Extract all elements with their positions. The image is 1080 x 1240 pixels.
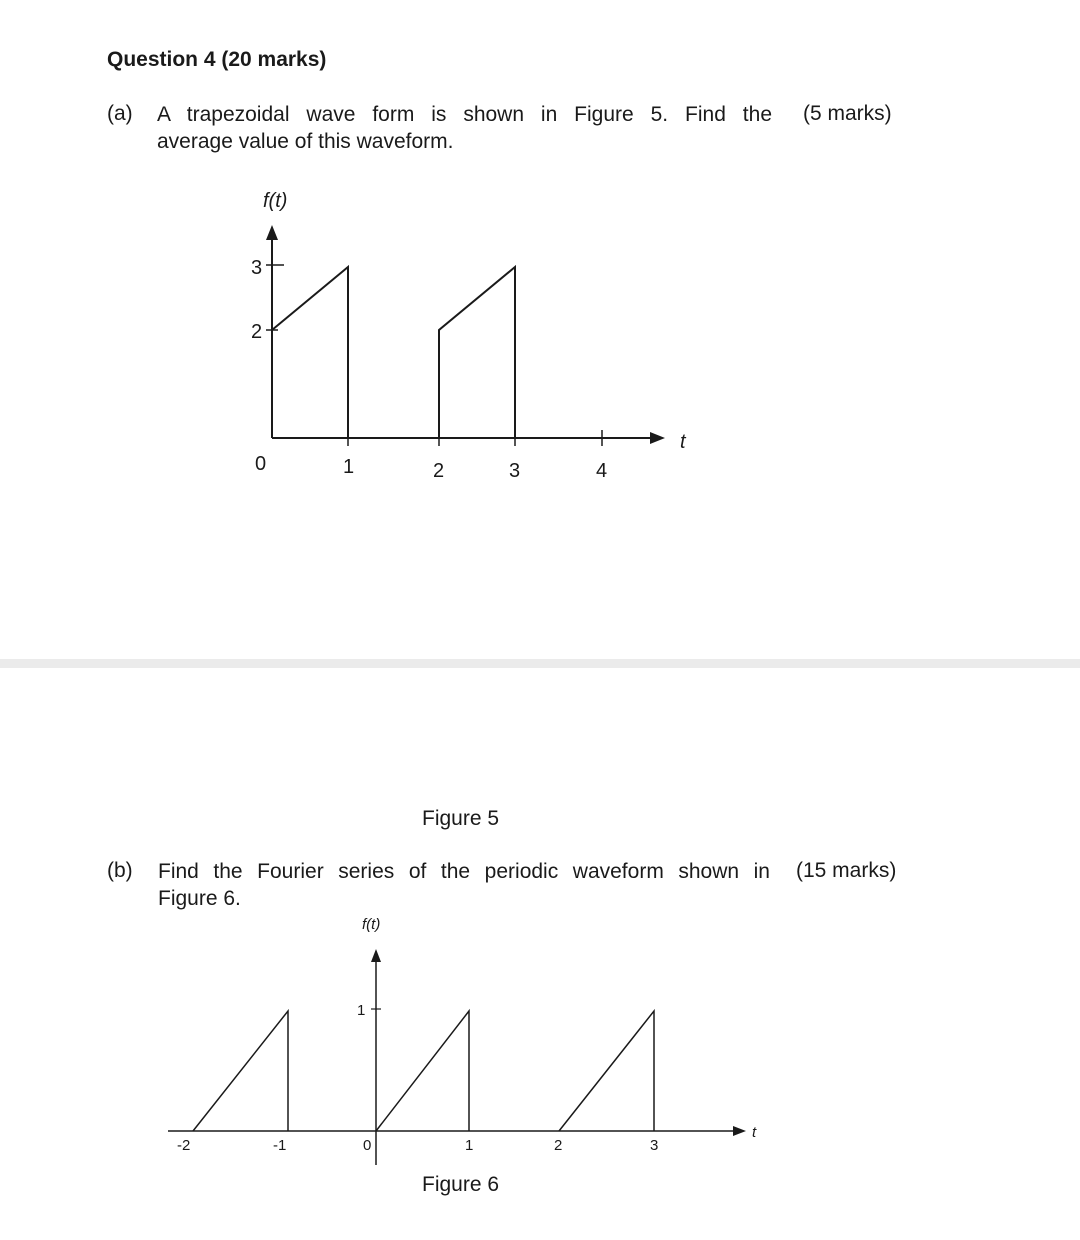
figure5-x-arrow-icon: [650, 432, 665, 444]
figure5-x-tick-label-0: 0: [255, 453, 267, 475]
figure6-caption: Figure 6: [422, 1173, 500, 1196]
figure6-x-tick-label-3: 3: [650, 1137, 659, 1154]
part-b-text-line2: Figure 6.: [158, 887, 241, 910]
figure6-waveform-period3: [559, 1011, 654, 1131]
figure6: [0, 905, 1080, 1175]
part-a-label: (a): [107, 102, 133, 125]
figure5-caption: Figure 5: [422, 807, 500, 830]
figure5-y-tick-label-3: 3: [251, 257, 263, 279]
figure5-x-tick-label-1: 1: [343, 456, 355, 478]
figure5-x-tick-label-3: 3: [509, 460, 521, 482]
part-a-text-line2: average value of this waveform.: [157, 130, 454, 153]
figure5: [0, 180, 1080, 500]
figure5-x-tick-label-2: 2: [433, 460, 445, 482]
figure5-waveform-period1: [272, 267, 348, 438]
figure5-y-tick-label-2: 2: [251, 321, 263, 343]
part-b-marks: (15 marks): [796, 859, 897, 882]
figure5-waveform-period2: [439, 267, 515, 438]
figure6-x-label: t: [752, 1124, 757, 1141]
figure6-waveform-period2: [376, 1011, 469, 1131]
figure5-x-tick-label-4: 4: [596, 460, 608, 482]
part-a-text-line1: A trapezoidal wave form is shown in Figure 5. Find the: [157, 103, 772, 126]
page-divider: [0, 659, 1080, 668]
figure6-x-tick-label-2: 2: [554, 1137, 563, 1154]
figure6-x-tick-label-neg1: -1: [273, 1137, 287, 1154]
figure6-y-arrow-icon: [371, 949, 381, 962]
part-b-label: (b): [107, 859, 133, 882]
figure6-y-tick-label-1: 1: [357, 1002, 366, 1019]
figure6-x-tick-label-0: 0: [363, 1137, 372, 1154]
question-title: Question 4 (20 marks): [107, 48, 327, 71]
figure6-x-tick-label-1: 1: [465, 1137, 474, 1154]
figure5-y-arrow-icon: [266, 225, 278, 240]
figure5-y-label: f(t): [263, 190, 288, 212]
figure6-waveform-period1: [193, 1011, 288, 1131]
figure6-x-tick-label-neg2: -2: [177, 1137, 191, 1154]
figure6-y-label: f(t): [362, 916, 381, 933]
part-a-marks: (5 marks): [803, 102, 892, 125]
figure6-x-arrow-icon: [733, 1126, 746, 1136]
part-b-text-line1: Find the Fourier series of the periodic waveform shown in: [158, 860, 770, 883]
figure5-x-label: t: [680, 431, 686, 453]
